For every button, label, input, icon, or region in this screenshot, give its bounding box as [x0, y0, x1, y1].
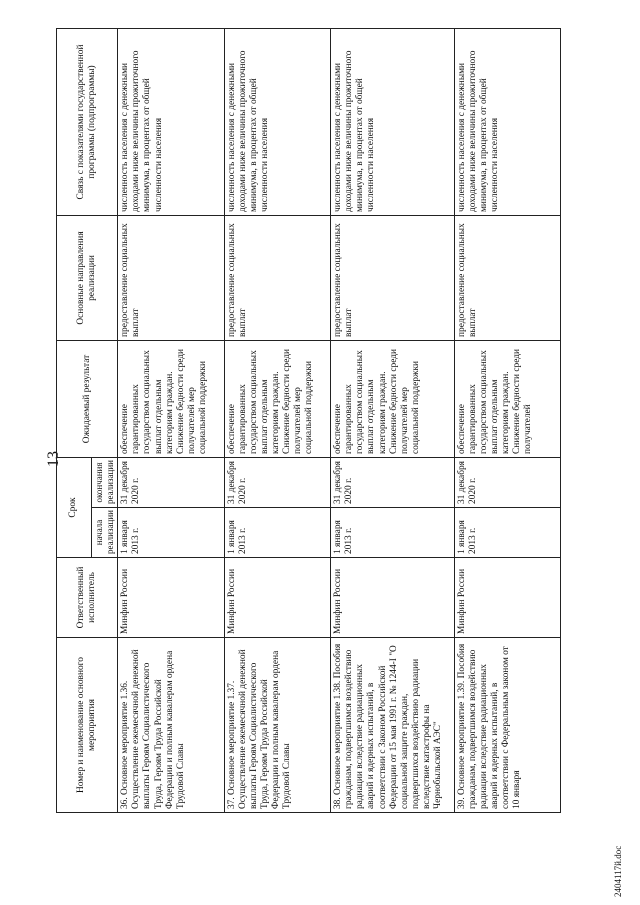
row-executor: Минфин России [454, 558, 560, 638]
header-number-name: Номер и наименование основного мероприятия [57, 638, 118, 813]
row-end: 31 декабря 2020 г. [454, 458, 560, 508]
row-result: обеспечение гарантированных государством социальных выплат отдельным категориям граждан. Снижение бедности среди получателей [454, 341, 560, 458]
row-executor: Минфин России [224, 558, 330, 638]
row-end: 31 декабря 2020 г. [331, 458, 454, 508]
row-title [454, 638, 560, 813]
header-directions: Основные направления реализации [57, 216, 118, 341]
row-link: численность населения с денежными доходами ниже величины прожиточного минимума, в процентах от общей численности населения [224, 29, 330, 216]
row-executor: Минфин России [118, 558, 224, 638]
header-end: окончания реализации [92, 458, 118, 508]
header-executor: Ответственный исполнитель [57, 558, 118, 638]
row-start: 1 января 2013 г. [118, 508, 224, 558]
table-row [118, 29, 224, 813]
row-direction: предоставление социальных выплат [454, 216, 560, 341]
row-number: 39. [456, 797, 467, 809]
row-start: 1 января 2013 г. [331, 508, 454, 558]
row-title [331, 638, 454, 813]
row-title-text: Основное мероприятие 1.36. Осуществление ежемесячной денежной выплаты Героям Социалистического Труда, Героям Труда Российской Федерации и полным кавалерам ордена Трудовой Славы [120, 649, 186, 809]
measures-table [56, 28, 561, 813]
row-link: численность населения с денежными доходами ниже величины прожиточного минимума, в процентах от общей численности населения [454, 29, 560, 216]
row-title [224, 638, 330, 813]
row-number: 37. [226, 797, 237, 809]
page-number: 13 [45, 451, 62, 467]
row-result: обеспечение гарантированных государством социальных выплат отдельным категориям граждан. Снижение бедности среди получателей мер социальной поддержки [331, 341, 454, 458]
row-result: обеспечение гарантированных государством социальных выплат отдельным категориям граждан. Снижение бедности среди получателей мер социальной поддержки [118, 341, 224, 458]
row-result: обеспечение гарантированных государством социальных выплат отдельным категориям граждан. Снижение бедности среди получателей мер социальной поддержки [224, 341, 330, 458]
header-term: Срок [57, 458, 92, 558]
row-end: 31 декабря 2020 г. [118, 458, 224, 508]
row-title-text: Основное мероприятие 1.38. Пособия гражданам, подвергшимся воздействию радиации вследствие радиационных аварий и ядерных испытаний, в соответствии с Законом Российской Федерации от 15 мая 1991 г. № 1244-I "О социальной защите граждан, подвергшихся воздействию радиации вследствие катастрофы на Чернобыльской АЭС" [333, 643, 443, 809]
header-start: начала реализации [92, 508, 118, 558]
row-direction: предоставление социальных выплат [331, 216, 454, 341]
row-number: 36. [120, 797, 131, 809]
row-start: 1 января 2013 г. [224, 508, 330, 558]
row-number: 38. [333, 797, 344, 809]
row-direction: предоставление социальных выплат [224, 216, 330, 341]
row-link: численность населения с денежными доходами ниже величины прожиточного минимума, в процентах от общей численности населения [118, 29, 224, 216]
table-row [454, 29, 560, 813]
row-title-text: Основное мероприятие 1.39. Пособия гражданам, подвергшимся воздействию радиации вследствие радиационных аварий и ядерных испытаний, в соответствии с Федеральным законом от 10 января [456, 643, 522, 809]
row-executor: Минфин России [331, 558, 454, 638]
row-link: численность населения с денежными доходами ниже величины прожиточного минимума, в процентах от общей численности населения [331, 29, 454, 216]
header-link: Связь с показателями государственной программы (подпрограммы) [57, 29, 118, 216]
table-row [224, 29, 330, 813]
document-footer: 2404117й.doc [613, 845, 623, 897]
table-row [331, 29, 454, 813]
row-start: 1 января 2013 г. [454, 508, 560, 558]
row-title-text: Основное мероприятие 1.37. Осуществление ежемесячной денежной выплаты Героям Социалистического Труда, Героям Труда Российской Федерации и полным кавалерам ордена Трудовой Славы [226, 649, 293, 809]
row-direction: предоставление социальных выплат [118, 216, 224, 341]
header-result: Ожидаемый результат [57, 341, 118, 458]
row-end: 31 декабря 2020 г. [224, 458, 330, 508]
row-title [118, 638, 224, 813]
